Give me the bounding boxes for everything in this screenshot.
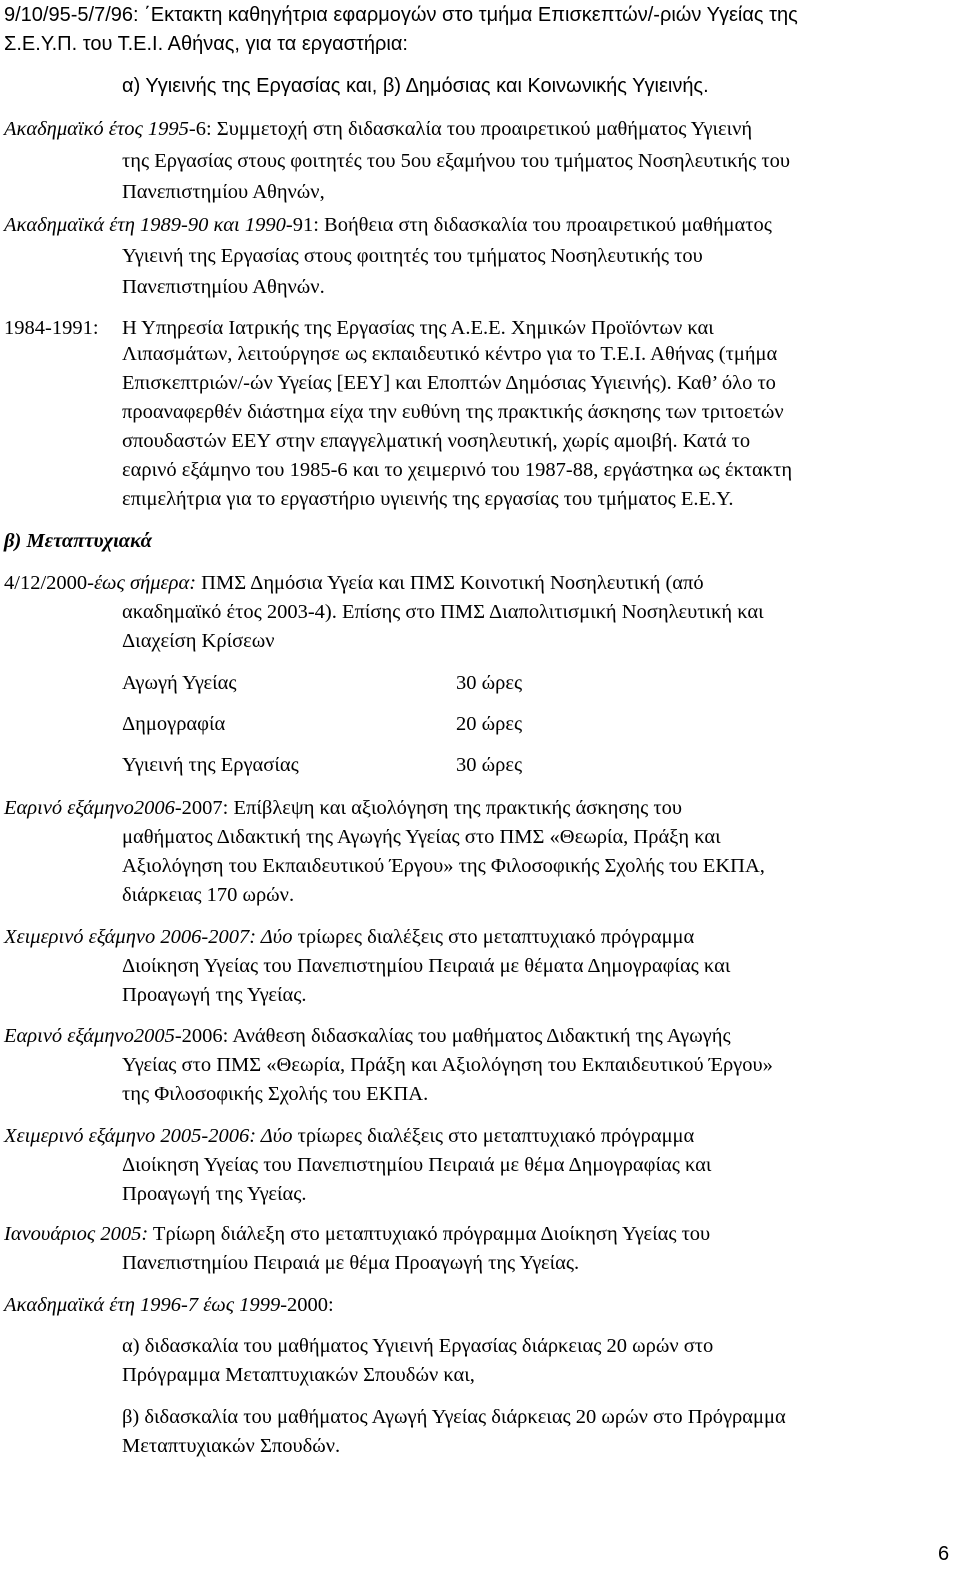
winter-2005-text: τρίωρες διαλέξεις στο μεταπτυχιακό πρόγραμμα [292,1125,695,1147]
academic-1996-label: Ακαδημαϊκά έτη 1996-7 έως 1999 [4,1294,281,1316]
course-name: Αγωγή Υγείας [122,672,237,694]
spring-2005-text: -2006: Ανάθεση διδασκαλίας του μαθήματος Διδακτική της Αγωγής [174,1025,731,1047]
winter-2006-line-3: Προαγωγή της Υγείας. [122,984,307,1006]
jan-2005-line-2: Πανεπιστημίου Πειραιά με θέμα Προαγωγή της Υγείας. [122,1252,580,1274]
academic-1996-text: -2000: [280,1294,334,1316]
entry-2000-label: έως σήμερα: [93,572,197,594]
page-number: 6 [938,1543,950,1565]
course-hours: 20 ώρες [456,713,523,735]
academic-1996-item-a-line-1: α) διδασκαλία του μαθήματος Υγιεινή Εργασίας διάρκειας 20 ωρών στο [122,1335,714,1357]
spring-2006-line-4: διάρκειας 170 ωρών. [122,884,295,906]
spring-2006-line-3: Αξιολόγηση του Εκπαιδευτικού Έργου» της Φιλοσοφικής Σχολής του ΕΚΠΑ, [122,855,765,877]
jan-2005-text: Τρίωρη διάλεξη στο μεταπτυχιακό πρόγραμμα Διοίκηση Υγείας του [148,1223,711,1245]
entry-1984-line-5: σπουδαστών ΕΕΥ στην επαγγελματική νοσηλευτική, χωρίς αμοιβή. Κατά το [122,430,751,452]
entry-1984-label: 1984-1991: [4,317,99,339]
winter-2005-label: Χειμερινό εξάμηνο 2005-2006: Δύο [4,1125,293,1147]
entry-1984-line-7: επιμελήτρια για το εργαστήριο υγιεινής της εργασίας του τμήματος Ε.Ε.Υ. [122,488,734,510]
spring-2005-line-1 [4,1022,731,1051]
postgrad-heading: β) Μεταπτυχιακά [4,530,152,552]
jan-2005-line-1 [4,1220,710,1249]
spring-2006-text: -2007: Επίβλεψη και αξιολόγηση της πρακτικής άσκησης του [174,797,682,819]
spring-2006-label: Εαρινό εξάμηνο2006 [4,797,175,819]
academic-1996-item-b-line-2: Μεταπτυχιακών Σπουδών. [122,1435,341,1457]
winter-2005-line-2: Διοίκηση Υγείας του Πανεπιστημίου Πειραιά με θέμα Δημογραφίας και [122,1154,712,1176]
entry-1984-line-6: εαρινό εξάμηνο του 1985-6 και το χειμερινό του 1987-88, εργάστηκα ως έκτακτη [122,459,793,481]
course-hours: 30 ώρες [456,672,523,694]
academic-1995-line-1 [4,115,752,144]
academic-1996-item-a-line-2: Πρόγραμμα Μεταπτυχιακών Σπουδών και, [122,1364,475,1386]
academic-1995-line-2: της Εργασίας στους φοιτητές του 5ου εξαμήνου του τμήματος Νοσηλευτικής του [122,150,791,172]
academic-1996-line-1 [4,1291,334,1320]
entry-2000-line-3: Διαχείση Κρίσεων [122,630,275,652]
academic-1989-line-3: Πανεπιστημίου Αθηνών. [122,276,325,298]
winter-2006-label: Χειμερινό εξάμηνο 2006-2007: Δύο [4,926,293,948]
academic-1995-label: Ακαδημαϊκό έτος 1995 [4,118,189,140]
academic-1989-text: -91: Βοήθεια στη διδασκαλία του προαιρετικού μαθήματος [285,214,772,236]
entry-1984-line-1: Η Υπηρεσία Ιατρικής της Εργασίας της Α.Ε.Ε. Χημικών Προϊόντων και [122,317,714,339]
spring-2005-label: Εαρινό εξάμηνο2005 [4,1025,175,1047]
winter-2005-line-3: Προαγωγή της Υγείας. [122,1183,307,1205]
entry-1995-line-1: 9/10/95-5/7/96: ΄Εκτακτη καθηγήτρια εφαρμογών στο τμήμα Επισκεπτών/-ριών Υγείας της [4,4,798,26]
winter-2006-line-2: Διοίκηση Υγείας του Πανεπιστημίου Πειραιά με θέματα Δημογραφίας και [122,955,731,977]
course-name: Δημογραφία [122,713,226,735]
jan-2005-label: Ιανουάριος 2005: [4,1223,149,1245]
course-hours: 30 ώρες [456,754,523,776]
course-name: Υγιεινή της Εργασίας [122,754,299,776]
entry-2000-date: 4/12/2000- [4,572,94,594]
spring-2006-line-2: μαθήματος Διδακτική της Αγωγής Υγείας στο ΠΜΣ «Θεωρία, Πράξη και [122,826,721,848]
entry-2000-line-1 [4,569,704,598]
entry-1984-line-4: προαναφερθέν διάστημα είχα την ευθύνη της πρακτικής άσκησης των τριτοετών [122,401,784,423]
winter-2005-line-1 [4,1122,694,1151]
academic-1989-label: Ακαδημαϊκά έτη 1989-90 και 1990 [4,214,286,236]
academic-1995-line-3: Πανεπιστημίου Αθηνών, [122,181,325,203]
academic-1995-text: -6: Συμμετοχή στη διδασκαλία του προαιρετικού μαθήματος Υγιεινή [188,118,753,140]
spring-2005-line-3: της Φιλοσοφικής Σχολής του ΕΚΠΑ. [122,1083,429,1105]
entry-1995-line-2: Σ.Ε.Υ.Π. του Τ.Ε.Ι. Αθήνας, για τα εργαστήρια: [4,33,408,55]
entry-2000-text: ΠΜΣ Δημόσια Υγεία και ΠΜΣ Κοινοτική Νοσηλευτική (από [196,572,704,594]
academic-1996-item-b-line-1: β) διδασκαλία του μαθήματος Αγωγή Υγείας διάρκειας 20 ωρών στο Πρόγραμμα [122,1406,786,1428]
entry-1984-line-3: Επισκεπτριών/-ών Υγείας [ΕΕΥ] και Εποπτών Δημόσιας Υγιεινής). Καθ’ όλο το [122,372,776,394]
academic-1989-line-1 [4,211,772,240]
entry-2000-line-2: ακαδημαϊκό έτος 2003-4). Επίσης στο ΠΜΣ Διαπολιτισμική Νοσηλευτική και [122,601,764,623]
academic-1989-line-2: Υγιεινή της Εργασίας στους φοιτητές του τμήματος Νοσηλευτικής του [122,245,703,267]
spring-2006-line-1 [4,794,682,823]
entry-1995-line-3: α) Υγιεινής της Εργασίας και, β) Δημόσιας και Κοινωνικής Υγιεινής. [122,75,709,97]
spring-2005-line-2: Υγείας στο ΠΜΣ «Θεωρία, Πράξη και Αξιολόγηση του Εκπαιδευτικού Έργου» [122,1054,773,1076]
winter-2006-line-1 [4,923,694,952]
entry-1984-line-2: Λιπασμάτων, λειτούργησε ως εκπαιδευτικό κέντρο για το Τ.Ε.Ι. Αθήνας (τμήμα [122,343,778,365]
winter-2006-text: τρίωρες διαλέξεις στο μεταπτυχιακό πρόγραμμα [292,926,695,948]
